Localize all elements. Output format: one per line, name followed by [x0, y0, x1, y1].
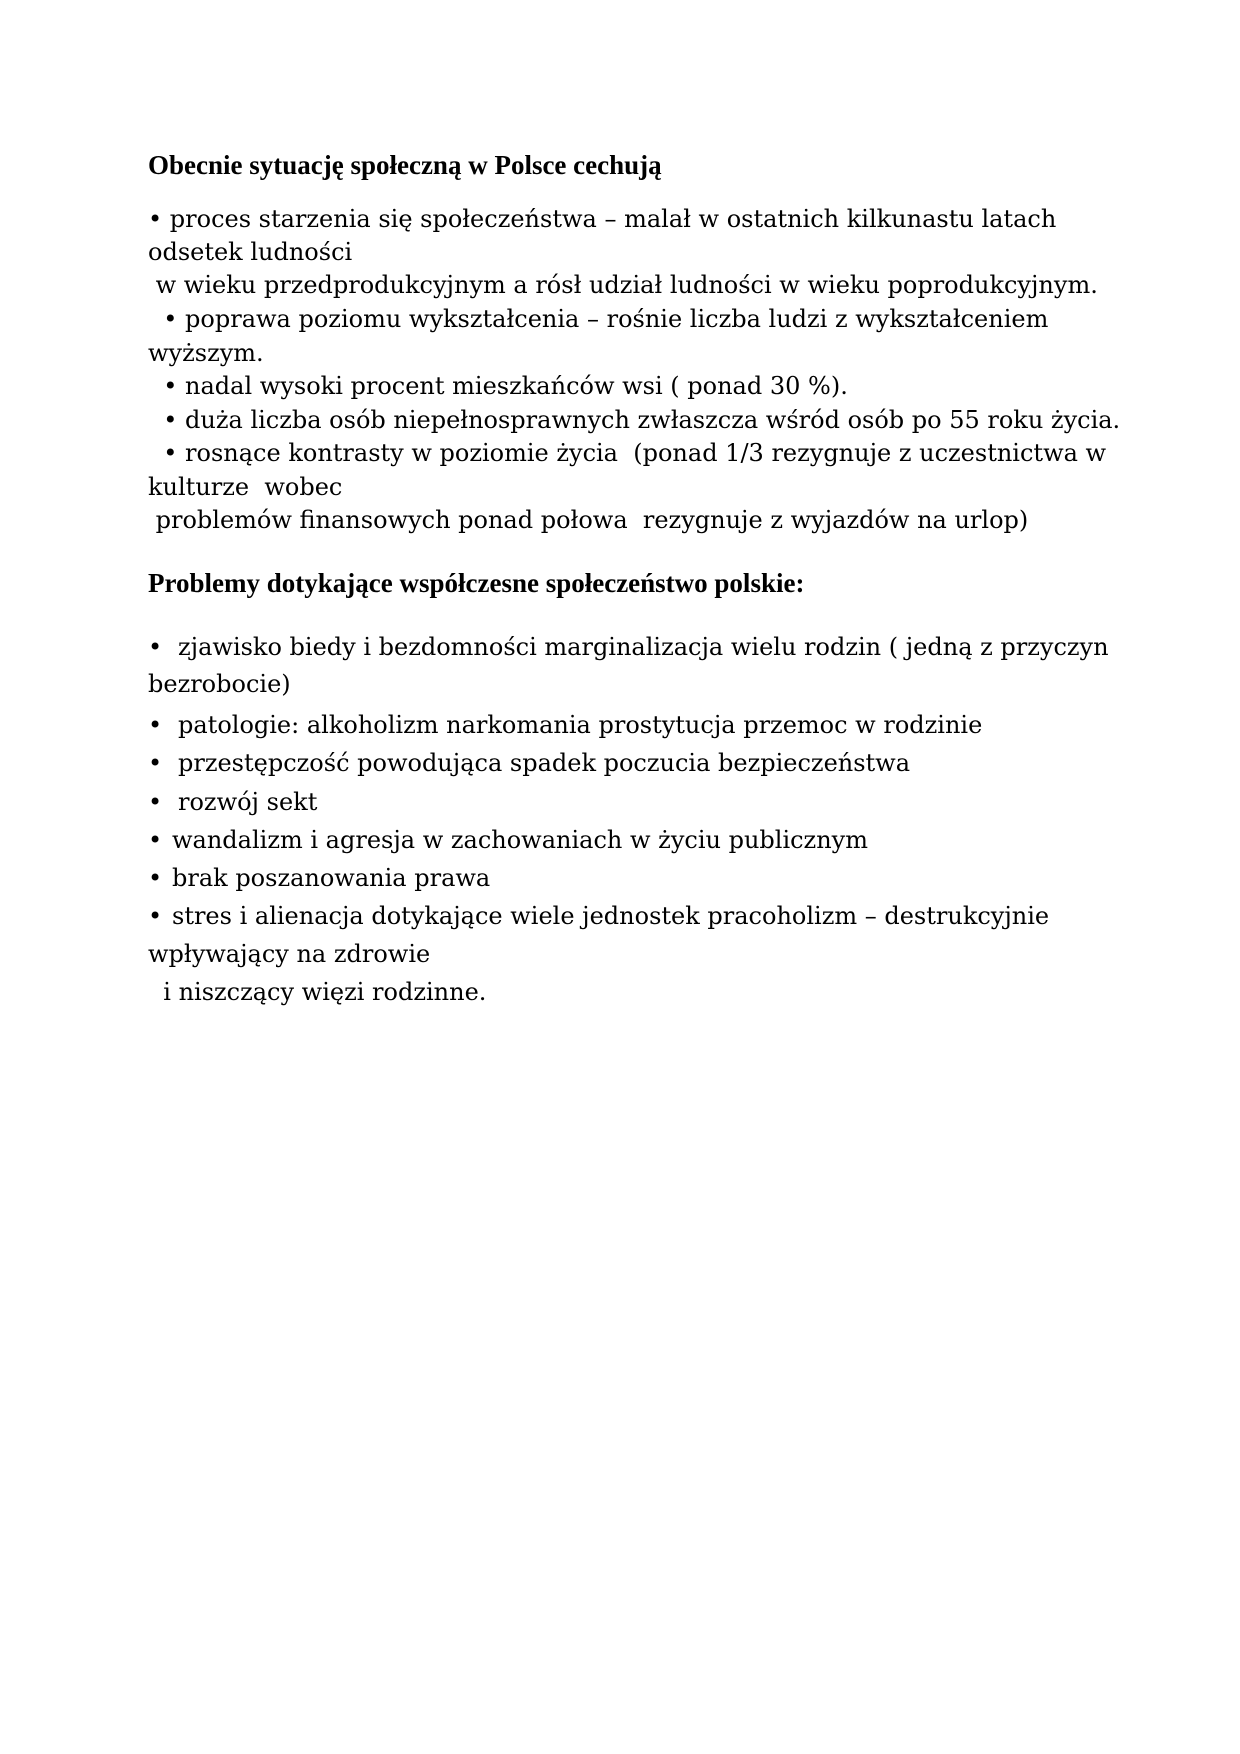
bullet-icon: • — [148, 826, 163, 854]
bullet-icon: • — [148, 864, 163, 892]
bullet-icon: • — [148, 633, 163, 661]
paragraph-line: problemów finansowych ponad połowa rezygnuje z wyjazdów na urlop) — [148, 506, 1029, 534]
list-item: stres i alienacja dotykające wiele jednostek pracoholizm – destrukcyjnie — [172, 902, 1050, 930]
list-item: przestępczość powodująca spadek poczucia bezpieczeństwa — [178, 749, 911, 777]
bullet-icon: • — [148, 711, 163, 739]
paragraph-line: kulturze wobec — [148, 473, 343, 501]
list-item: zjawisko biedy i bezdomności marginalizacja wielu rodzin ( jedną z przyczyn — [178, 633, 1109, 661]
paragraph-line: • nadal wysoki procent mieszkańców wsi ( ponad 30 %). — [148, 372, 848, 400]
paragraph-line: • poprawa poziomu wykształcenia – rośnie liczba ludzi z wykształceniem — [148, 305, 1049, 333]
paragraph-line: wyższym. — [148, 339, 264, 367]
section-heading-current-situation: Obecnie sytuację społeczną w Polsce cechują — [148, 150, 662, 180]
paragraph-line: odsetek ludności — [148, 238, 353, 266]
list-item: rozwój sekt — [178, 788, 318, 816]
list-item-continuation: bezrobocie) — [148, 670, 291, 698]
paragraph-line: • proces starzenia się społeczeństwa – malał w ostatnich kilkunastu latach — [148, 205, 1057, 233]
bullet-icon: • — [148, 902, 163, 930]
paragraph-line: w wieku przedprodukcyjnym a rósł udział ludności w wieku poprodukcyjnym. — [148, 271, 1098, 299]
paragraph-line: • duża liczba osób niepełnosprawnych zwłaszcza wśród osób po 55 roku życia. — [148, 406, 1121, 434]
bullet-icon: • — [148, 788, 163, 816]
list-item: patologie: alkoholizm narkomania prostytucja przemoc w rodzinie — [178, 711, 983, 739]
section-heading-problems: Problemy dotykające współczesne społeczeństwo polskie: — [148, 568, 805, 598]
paragraph-line: • rosnące kontrasty w poziomie życia (ponad 1/3 rezygnuje z uczestnictwa w — [148, 439, 1107, 467]
list-item-continuation: i niszczący więzi rodzinne. — [148, 978, 487, 1006]
list-item: brak poszanowania prawa — [172, 864, 491, 892]
bullet-icon: • — [148, 749, 163, 777]
list-item: wandalizm i agresja w zachowaniach w życiu publicznym — [172, 826, 868, 854]
list-item-continuation: wpływający na zdrowie — [148, 940, 431, 968]
